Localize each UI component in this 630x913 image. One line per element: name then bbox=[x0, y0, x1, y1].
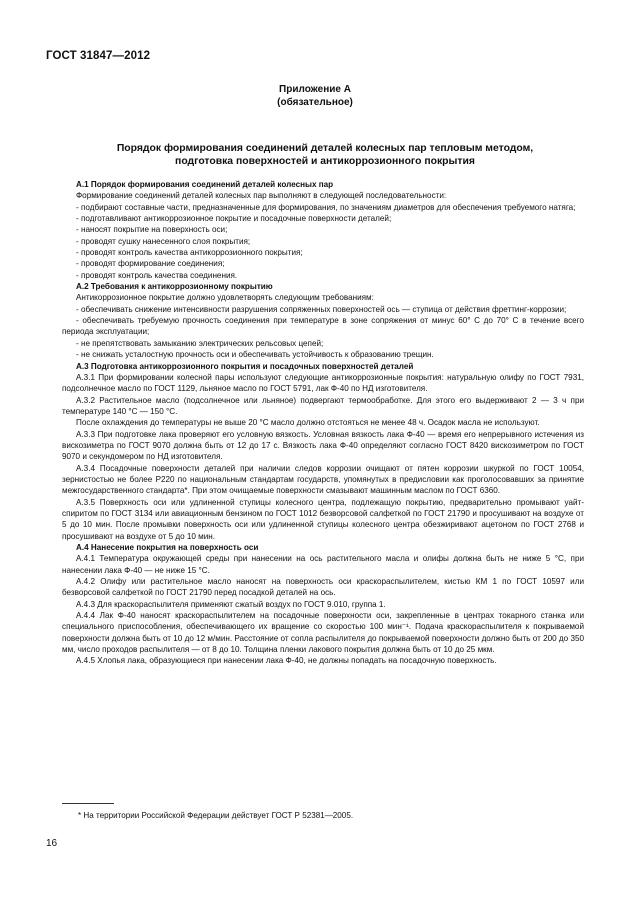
paragraph: А.3.4 Посадочные поверхности деталей при наличии следов коррозии очищают от пятен коррозии шкуркой по ГОСТ 10054, зернистостью не более Р220 по национальным стандартам государств, упомянутых в предисловии как проголосовавших за принятие межгосударственного стандарта*. При этом очищаемые поверхности смазывают машинным маслом по ГОСТ 6360. bbox=[62, 463, 584, 496]
paragraph: - обеспечивать требуемую прочность соединения при температуре в зоне сопряжения от минус 60° С до 70° С в течение всего периода эксплуатации; bbox=[62, 316, 584, 337]
paragraph: А.4.5 Хлопья лака, образующиеся при нанесении лака Ф-40, не должны попадать на посадочную поверхность. bbox=[76, 656, 497, 666]
paragraph: - не снижать усталостную прочность оси и обеспечивать устойчивость к образованию трещин. bbox=[76, 350, 434, 360]
paragraph: После охлаждения до температуры не выше 20 °С масло должно отстояться не менее 48 ч. Осадок масла не используют. bbox=[76, 418, 540, 428]
paragraph: - подбирают составные части, предназначенные для формирования, по значениям диаметров для обеспечения требуемого натяга; bbox=[76, 202, 576, 212]
paragraph: А.4.2 Олифу или растительное масло наносят на поверхность оси краскораспылителем, кистью КМ 1 по ГОСТ 10597 или безворсовой салфеткой по ГОСТ 21790 перед посадкой деталей на ось. bbox=[62, 577, 584, 598]
paragraph: Антикоррозионное покрытие должно удовлетворять следующим требованиям: bbox=[76, 293, 374, 303]
section-heading: А.3 Подготовка антикоррозионного покрытия и посадочных поверхностей деталей bbox=[76, 361, 414, 371]
section-heading: А.2 Требования к антикоррозионному покрытию bbox=[76, 282, 273, 292]
paragraph: А.4.4 Лак Ф-40 наносят краскораспылителем на посадочные поверхности оси, закрепленные в центрах токарного станка или специального приспособления, обеспечивающего их вращение со скоростью 100 мин⁻¹. Подача краскораспылителя к покрываемой поверхности должна быть от 10 до 12 м/мин. Расстояние от сопла распылителя до покрываемой поверхности должно быть от 200 до 350 мм, число проходов распылителя — от 8 до 10. Толщина пленки лакового покрытия должна быть от 10 до 25 мкм. bbox=[62, 611, 584, 655]
section-heading: А.1 Порядок формирования соединений деталей колесных пар bbox=[76, 180, 334, 189]
paragraph: А.3.1 При формировании колесной пары используют следующие антикоррозионные покрытия: натуральную олифу по ГОСТ 7931, подсолнечное масло по ГОСТ 1129, льняное масло по ГОСТ 5791, лак Ф-40 по НД изготовителя. bbox=[62, 372, 584, 394]
page-number: 16 bbox=[46, 838, 58, 849]
paragraph: - подготавливают антикоррозионное покрытие и посадочные поверхности деталей; bbox=[76, 214, 392, 224]
paragraph: - проводят контроль качества антикоррозионного покрытия; bbox=[76, 248, 303, 258]
paragraph: Формирование соединений деталей колесных пар выполняют в следующей последовательности: bbox=[76, 191, 447, 201]
paragraph: А.4.3 Для краскораспылителя применяют сжатый воздух по ГОСТ 9.010, группа 1. bbox=[76, 599, 386, 609]
paragraph: - не препятствовать замыканию электрических рельсовых цепей; bbox=[76, 338, 324, 348]
appendix-label: Приложение А bbox=[279, 84, 351, 95]
paragraph: - наносят покрытие на поверхность оси; bbox=[76, 225, 228, 235]
paragraph: А.3.2 Растительное масло (подсолнечное или льняное) подвергают термообработке. Для этого его выдерживают 2 — 3 ч при температуре 140 °С — 150 °С. bbox=[62, 395, 584, 416]
paragraph: - проводят сушку нанесенного слоя покрытия; bbox=[76, 236, 251, 246]
appendix-title-line-2: подготовка поверхностей и антикоррозионного покрытия bbox=[175, 156, 475, 167]
footnote-divider bbox=[62, 803, 114, 804]
paragraph: А.3.3 При подготовке лака проверяют его условную вязкость. Условная вязкость лака Ф-40 — время его непрерывного истечения из вискозиметра по ГОСТ 9070 должна быть от 12 до 17 с. Вязкость лака Ф-40 определяют согласно ГОСТ 8420 вискозиметром по ГОСТ 9070 и секундомером по НД изготовителя. bbox=[62, 429, 584, 462]
footnote: * На территории Российской Федерации действует ГОСТ Р 52381—2005. bbox=[78, 811, 354, 820]
appendix-title-line-1: Порядок формирования соединений деталей колесных пар тепловым методом, bbox=[116, 143, 534, 154]
appendix-status: (обязательное) bbox=[277, 97, 353, 108]
paragraph: - проводят контроль качества соединения. bbox=[76, 270, 238, 280]
paragraph: А.3.5 Поверхность оси или удлиненной ступицы колесного центра, подлежащую покрытию, предварительно промывают уайт-спиритом по ГОСТ 3134 или авиационным бензином по ГОСТ 1012 безворсовой салфеткой по ГОСТ 21790 и просушивают на воздухе от 5 до 10 мин. После промывки поверхность оси или удлиненной ступицы колесного центра обезжиривают ацетоном по ГОСТ 2768 и просушивают на воздухе от 5 до 10 мин. bbox=[62, 497, 584, 541]
document-body bbox=[62, 179, 584, 667]
paragraph: А.4.1 Температура окружающей среды при нанесении на ось растительного масла и олифы должна быть не ниже 5 °С, при нанесении лака Ф-40 — не ниже 15 °С. bbox=[62, 554, 584, 575]
paragraph: - проводят формирование соединения; bbox=[76, 259, 225, 269]
section-heading: А.4 Нанесение покрытия на поверхность оси bbox=[76, 543, 259, 552]
standard-header: ГОСТ 31847—2012 bbox=[46, 50, 151, 62]
paragraph: - обеспечивать снижение интенсивности разрушения сопряженных поверхностей ось — ступица от действия фреттинг-коррозии; bbox=[76, 304, 567, 314]
